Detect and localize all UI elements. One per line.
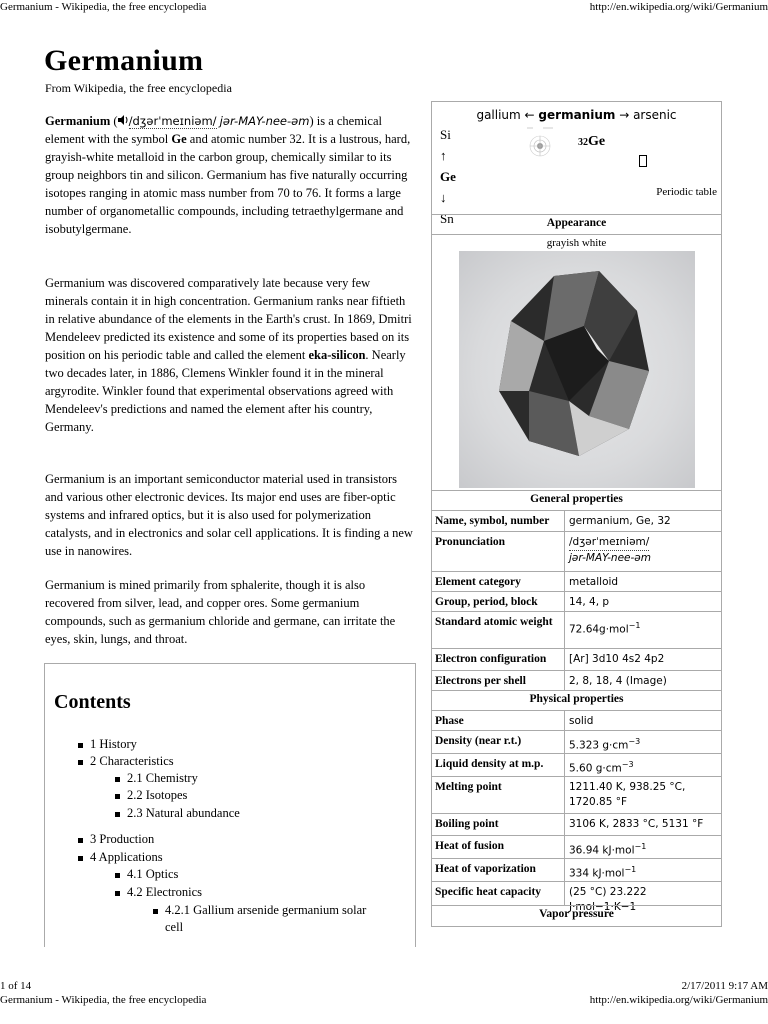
print-footer-title: Germanium - Wikipedia, the free encyclopedia bbox=[0, 994, 207, 1006]
toc-item[interactable]: 2 Characteristics bbox=[78, 753, 174, 770]
prop-row: Group, period, block 14, 4, p bbox=[432, 591, 721, 612]
intro-paragraph-2: Germanium was discovered comparatively late because very few minerals contain it in high concentration. Germanium ranks near fiftieth in relative abundance of the elements in the Earth's crust. In 1869, Dmitri Mendeleev predicted its existence and some of its properties based on its position on his periodic table and called the element eka-silicon. Nearly two decades later, in 1886, Clemens Winkler found it in the mineral argyrodite. Winkler found that experimental observations agreed with Mendeleev's predictions and named the element after his country, Germany. bbox=[45, 276, 412, 434]
prop-row: Phase solid bbox=[432, 710, 721, 731]
toc-item[interactable]: 2.1 Chemistry bbox=[115, 770, 198, 787]
print-datetime: 2/17/2011 9:17 AM bbox=[681, 980, 768, 992]
prop-row: Electron configuration [Ar] 3d10 4s2 4p2 bbox=[432, 648, 721, 671]
table-of-contents bbox=[44, 663, 416, 947]
page-counter: 1 of 14 bbox=[0, 980, 32, 992]
prop-row: Melting point 1211.40 K, 938.25 °C, 1720.85 °F bbox=[432, 776, 721, 814]
intro-paragraph-3: Germanium is an important semiconductor material used in transistors and various other electronic devices. Its major end uses are fiber-optic systems and infrared optics, but it is also used for polymerization catalysts, and in electronics and solar cell applications. It is finding a new use in nanowires. bbox=[45, 472, 413, 558]
arrow-down-icon: ↓ bbox=[440, 190, 447, 205]
intro-paragraph-1: Germanium ( /dʒərˈmeɪniəm/ jər-MAY-nee-əm) is a chemical element with the symbol Ge and atomic number 32. It is a lustrous, hard, grayish-white metalloid in the carbon group, chemically similar to its group neighbors tin and silicon. Germanium has five naturally occurring isotopes ranging in atomic mass number from 70 to 76. It forms a large number of organometallic compounds, including tetraethylgermane and isobutylgermane. bbox=[45, 114, 411, 236]
element-infobox bbox=[431, 101, 722, 927]
ipa-link[interactable]: /dʒərˈmeɪniəm/ bbox=[569, 535, 649, 551]
placeholder-icon bbox=[639, 155, 647, 167]
periodic-table-link[interactable]: Periodic table bbox=[656, 186, 717, 198]
toc-item-cont[interactable]: cell bbox=[165, 920, 184, 934]
prop-row: Name, symbol, number germanium, Ge, 32 bbox=[432, 510, 721, 532]
periodic-nav bbox=[432, 108, 721, 122]
toc-item[interactable]: 4.1 Optics bbox=[115, 866, 178, 883]
speaker-icon[interactable] bbox=[118, 114, 129, 128]
prop-row: Heat of vaporization 334 kJ·mol$^{-1}$ bbox=[432, 858, 721, 882]
physical-properties-heading: Physical properties bbox=[432, 690, 721, 707]
toc-item[interactable]: 3 Production bbox=[78, 831, 154, 848]
general-properties-heading: General properties bbox=[432, 490, 721, 507]
respelling-link[interactable]: jər-MAY-nee-əm bbox=[219, 114, 310, 128]
current-element: germanium bbox=[538, 108, 616, 122]
print-footer-url: http://en.wikipedia.org/wiki/Germanium bbox=[589, 994, 768, 1006]
ipa-link[interactable]: /dʒərˈmeɪniəm/ bbox=[128, 114, 217, 128]
appearance-value: grayish white bbox=[432, 234, 721, 251]
print-header-title: Germanium - Wikipedia, the free encyclopedia bbox=[0, 1, 207, 13]
prop-row: Density (near r.t.) 5.323 $g\cdot cm^{-3}$ bbox=[432, 730, 721, 754]
current-symbol: Ge bbox=[440, 169, 456, 184]
toc-heading: Contents bbox=[54, 691, 131, 713]
page-title: Germanium bbox=[44, 44, 204, 77]
toc-item[interactable]: 4.2 Electronics bbox=[115, 884, 202, 901]
prop-row: Electrons per shell 2, 8, 18, 4 (Image) bbox=[432, 670, 721, 691]
toc-item[interactable]: 1 History bbox=[78, 736, 137, 753]
toc-item[interactable]: 2.2 Isotopes bbox=[115, 787, 187, 804]
toc-item[interactable]: 2.3 Natural abundance bbox=[115, 805, 240, 822]
germanium-photo bbox=[459, 251, 695, 488]
prop-row: Pronunciation /dʒərˈmeɪniəm/ jər-MAY-nee-əm bbox=[432, 531, 721, 572]
next-element-link[interactable]: → arsenic bbox=[619, 108, 677, 122]
appearance-heading: Appearance bbox=[432, 214, 721, 231]
prop-row: Element category metalloid bbox=[432, 571, 721, 592]
toc-item[interactable]: 4 Applications bbox=[78, 849, 163, 866]
prop-row: Heat of fusion 36.94 kJ·mol$^{-1}$ bbox=[432, 835, 721, 859]
arrow-up-icon: ↑ bbox=[440, 148, 447, 163]
article-term: Germanium bbox=[45, 114, 111, 128]
prop-row: Liquid density at m.p. 5.60 $g\cdot cm^{-3}$ bbox=[432, 753, 721, 777]
intro-paragraph-4: Germanium is mined primarily from sphalerite, though it is also recovered from silver, lead, and copper ores. Some germanium compounds, such as germanium chloride and germane, can irritate the eyes, skin, lungs, and throat. bbox=[45, 578, 396, 646]
print-header-url: http://en.wikipedia.org/wiki/Germanium bbox=[589, 1, 768, 13]
respelling-link[interactable]: jər-MAY-nee-əm bbox=[569, 552, 651, 564]
vapor-pressure-heading: Vapor pressure bbox=[432, 905, 721, 922]
up-element-link[interactable]: Si bbox=[440, 127, 451, 142]
toc-item[interactable]: 4.2.1 Gallium arsenide germanium solar bbox=[153, 902, 366, 919]
down-element-link[interactable]: Sn bbox=[440, 211, 454, 226]
prop-row: Specific heat capacity (25 °C) 23.222 J·mol−1·K−1 bbox=[432, 881, 721, 906]
prop-row: Standard atomic weight 72.64g·mol$^{-1}$ bbox=[432, 611, 721, 649]
page-subtitle: From Wikipedia, the free encyclopedia bbox=[45, 81, 232, 95]
element-symbol-box: 32Ge bbox=[578, 134, 606, 149]
prop-row: Boiling point 3106 K, 2833 °C, 5131 °F bbox=[432, 813, 721, 836]
prev-element-link[interactable]: gallium ← bbox=[476, 108, 535, 122]
bohr-model-icon bbox=[525, 126, 555, 162]
